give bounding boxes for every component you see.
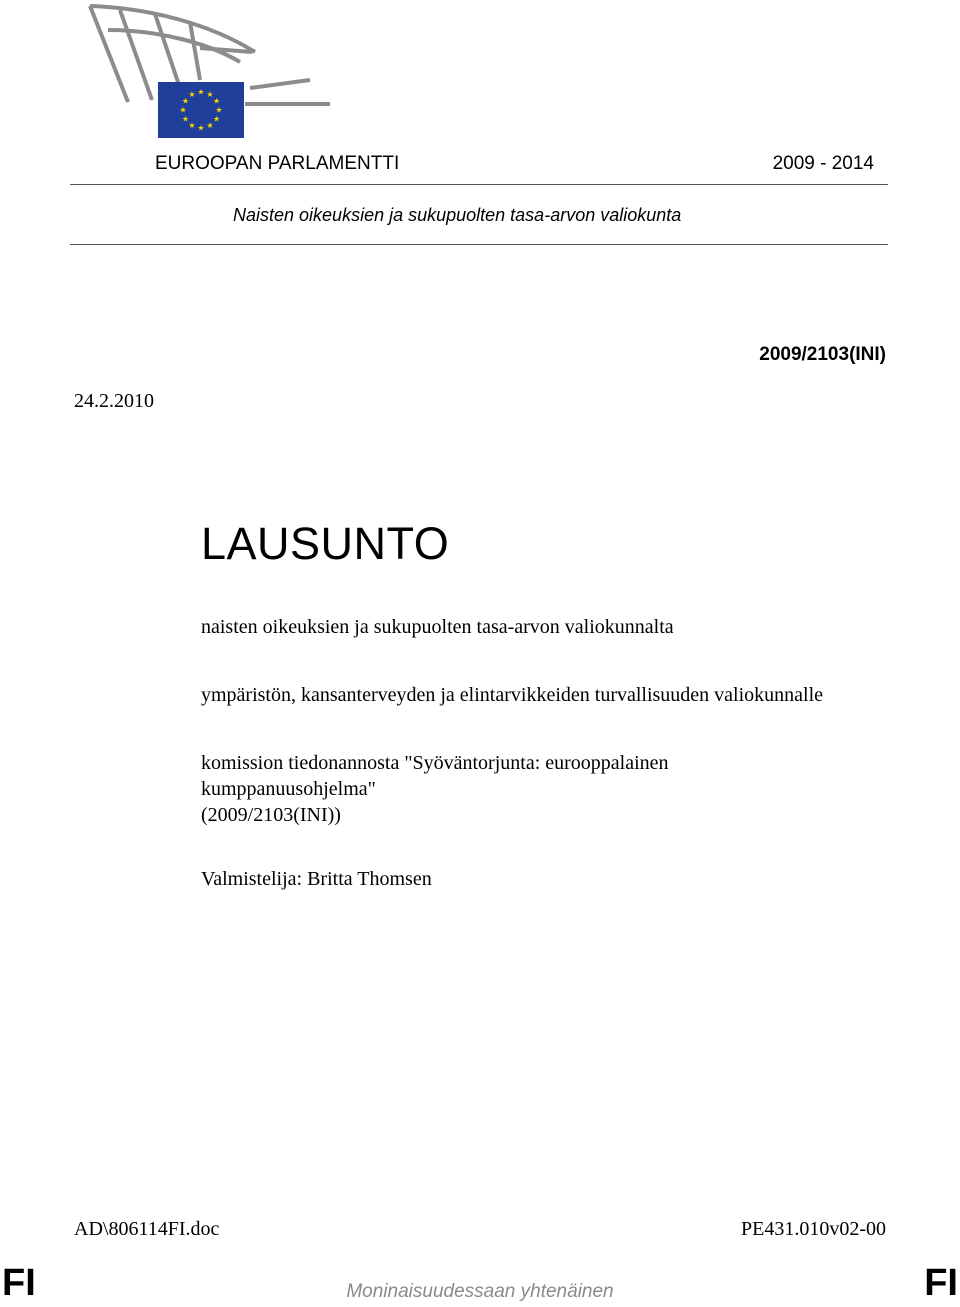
document-type-title: LAUSUNTO <box>201 518 450 569</box>
document-reference: AD\806114FI.doc <box>74 1218 220 1240</box>
to-committee: ympäristön, kansanterveyden ja elintarvikkeiden turvallisuuden valiokunnalle <box>201 684 824 706</box>
eu-motto: Moninaisuudessaan yhtenäinen <box>346 1281 614 1302</box>
subject-line-3: (2009/2103(INI)) <box>201 804 341 826</box>
flag-star-icon: ★ <box>213 114 221 124</box>
flag-star-icon: ★ <box>179 105 187 115</box>
rapporteur: Valmistelija: Britta Thomsen <box>201 868 432 890</box>
subject-line-1: komission tiedonannosta "Syöväntorjunta: eurooppalainen <box>201 752 669 774</box>
language-code-right: FI <box>924 1262 958 1304</box>
flag-star-icon: ★ <box>197 123 205 133</box>
header-divider <box>70 184 888 185</box>
parliamentary-term: 2009 - 2014 <box>772 153 874 174</box>
eu-flag-icon <box>158 82 244 138</box>
flag-star-icon: ★ <box>188 121 196 131</box>
document-date: 24.2.2010 <box>74 390 154 412</box>
flag-star-icon: ★ <box>213 96 221 106</box>
language-code-left: FI <box>2 1262 36 1304</box>
pe-number: PE431.010v02-00 <box>741 1218 886 1240</box>
flag-stars <box>179 88 222 133</box>
flag-star-icon: ★ <box>215 105 223 115</box>
flag-star-icon: ★ <box>181 96 189 106</box>
subject-line-2: kumppanuusohjelma" <box>201 778 376 800</box>
committee-name: Naisten oikeuksien ja sukupuolten tasa-arvon valiokunta <box>233 205 682 225</box>
procedure-reference: 2009/2103(INI) <box>759 344 886 365</box>
flag-star-icon: ★ <box>206 89 214 99</box>
flag-star-icon: ★ <box>188 89 196 99</box>
flag-star-icon: ★ <box>181 114 189 124</box>
flag-star-icon: ★ <box>197 87 205 97</box>
header-divider-bottom <box>70 244 888 245</box>
subject-block <box>201 750 761 828</box>
from-committee: naisten oikeuksien ja sukupuolten tasa-arvon valiokunnalta <box>201 616 674 638</box>
flag-star-icon: ★ <box>206 121 214 131</box>
parliament-name: EUROOPAN PARLAMENTTI <box>155 153 400 174</box>
